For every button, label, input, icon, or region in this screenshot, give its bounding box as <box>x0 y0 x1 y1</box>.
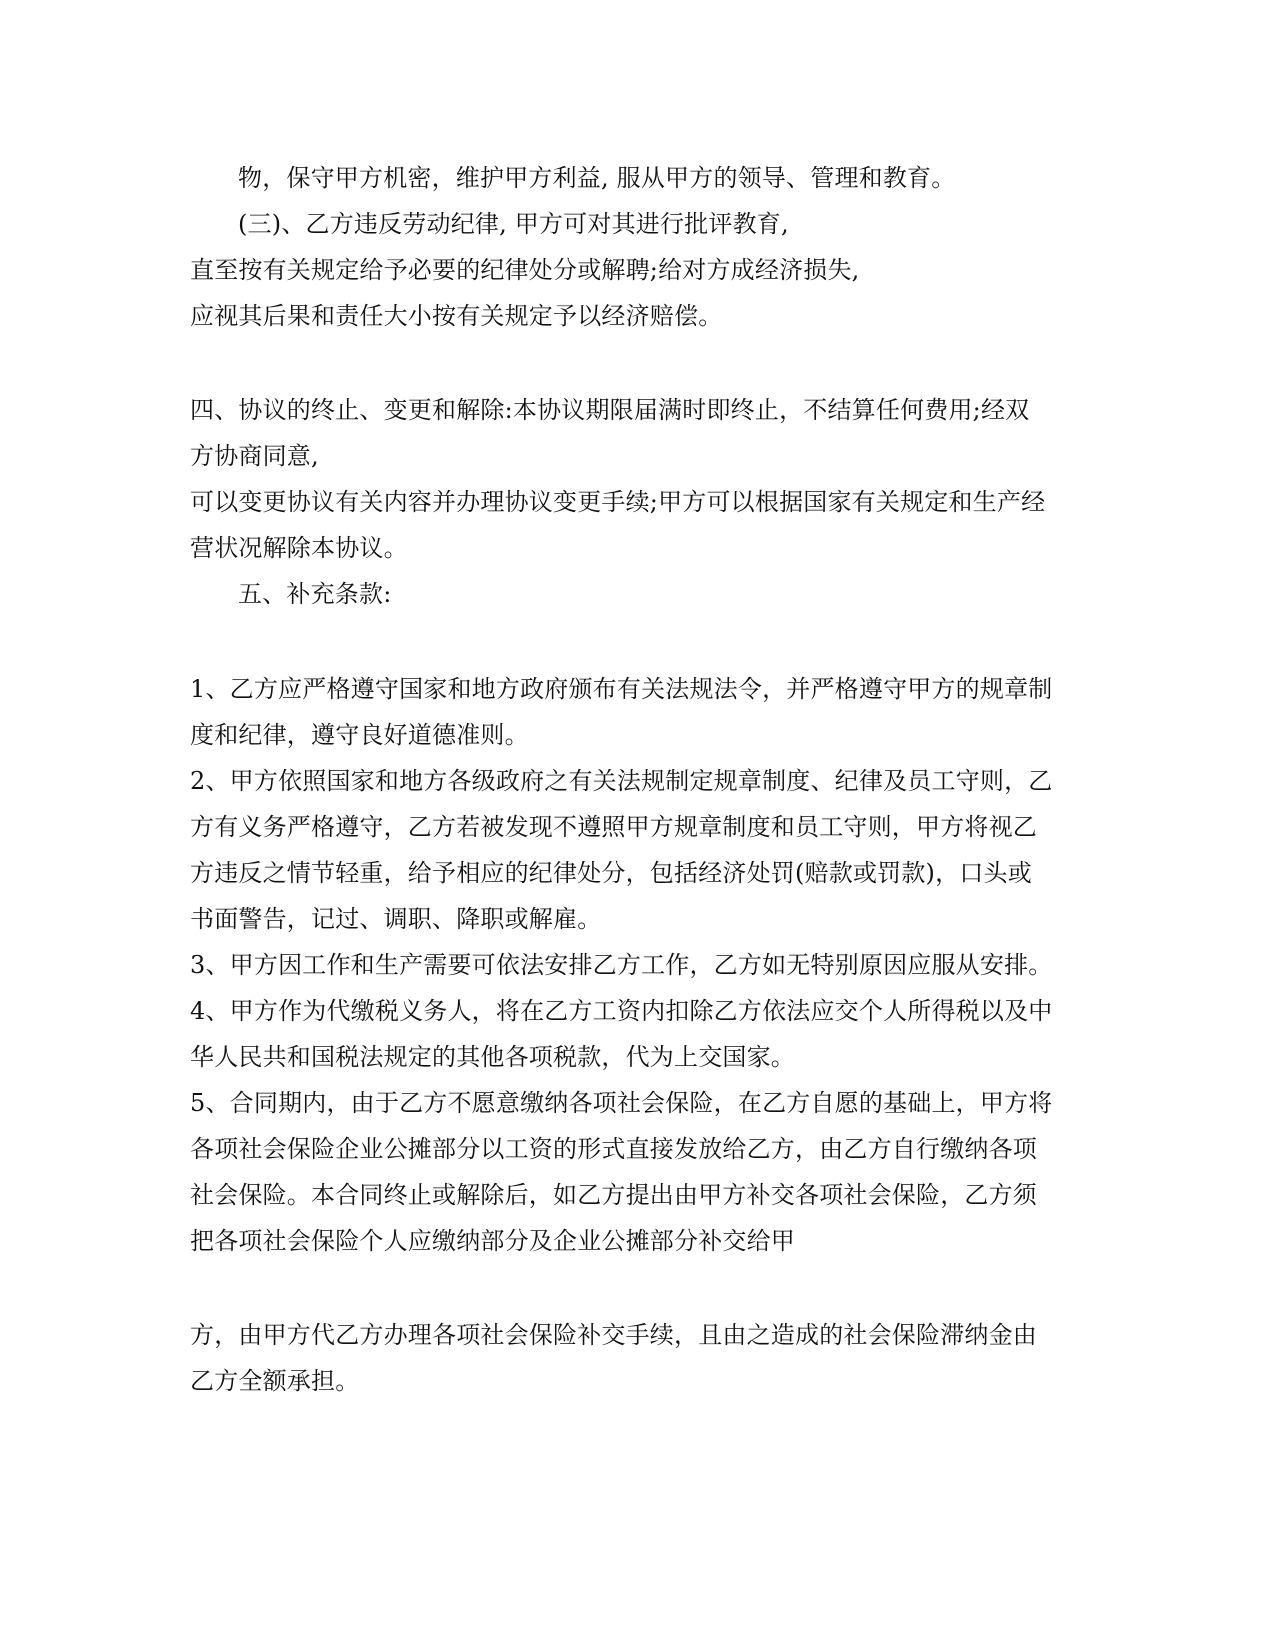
clause-line: 社会保险。本合同终止或解除后，如乙方提出由甲方补交各项社会保险，乙方须 <box>190 1181 1037 1209</box>
clause-line: 3、甲方因工作和生产需要可依法安排乙方工作，乙方如无特别原因应服从安排。 <box>190 951 1053 979</box>
clause-line: 方，由甲方代乙方办理各项社会保险补交手续，且由之造成的社会保险滞纳金由 <box>190 1321 1037 1349</box>
paragraph-line: 应视其后果和责任大小按有关规定予以经济赔偿。 <box>190 302 723 330</box>
clause-line: 5、合同期内，由于乙方不愿意缴纳各项社会保险，在乙方自愿的基础上，甲方将 <box>190 1089 1053 1117</box>
clause-line: 书面警告，记过、调职、降职或解雇。 <box>190 905 602 933</box>
clause-line: 度和纪律，遵守良好道德准则。 <box>190 721 529 749</box>
clause-line: 2、甲方依照国家和地方各级政府之有关法规制定规章制度、纪律及员工守则，乙 <box>190 767 1053 795</box>
clause-line: 4、甲方作为代缴税义务人，将在乙方工资内扣除乙方依法应交个人所得税以及中 <box>190 997 1053 1025</box>
clause-line: 方违反之情节轻重，给予相应的纪律处分，包括经济处罚(赔款或罚款)，口头或 <box>190 859 1032 887</box>
clause-line: 方有义务严格遵守，乙方若被发现不遵照甲方规章制度和员工守则，甲方将视乙 <box>190 813 1037 841</box>
clause-line: 1、乙方应严格遵守国家和地方政府颁布有关法规法令，并严格遵守甲方的规章制 <box>190 675 1053 703</box>
paragraph-line: 物，保守甲方机密，维护甲方利益, 服从甲方的领导、管理和教育。 <box>238 164 956 192</box>
clause-line: 华人民共和国税法规定的其他各项税款，代为上交国家。 <box>190 1043 795 1071</box>
section-heading-line: 四、协议的终止、变更和解除:本协议期限届满时即终止，不结算任何费用;经双 <box>190 396 1030 424</box>
paragraph-line: (三)、乙方违反劳动纪律, 甲方可对其进行批评教育, <box>238 210 789 238</box>
section-heading-line: 五、补充条款: <box>238 580 392 608</box>
paragraph-line: 方协商同意, <box>190 442 319 470</box>
clause-line: 各项社会保险企业公摊部分以工资的形式直接发放给乙方，由乙方自行缴纳各项 <box>190 1135 1037 1163</box>
clause-line: 乙方全额承担。 <box>190 1367 360 1395</box>
paragraph-line: 营状况解除本协议。 <box>190 534 408 562</box>
clause-line: 把各项社会保险个人应缴纳部分及企业公摊部分补交给甲 <box>190 1227 795 1255</box>
paragraph-line: 可以变更协议有关内容并办理协议变更手续;甲方可以根据国家有关规定和生产经 <box>190 488 1046 516</box>
paragraph-line: 直至按有关规定给予必要的纪律处分或解聘;给对方成经济损失, <box>190 256 860 284</box>
